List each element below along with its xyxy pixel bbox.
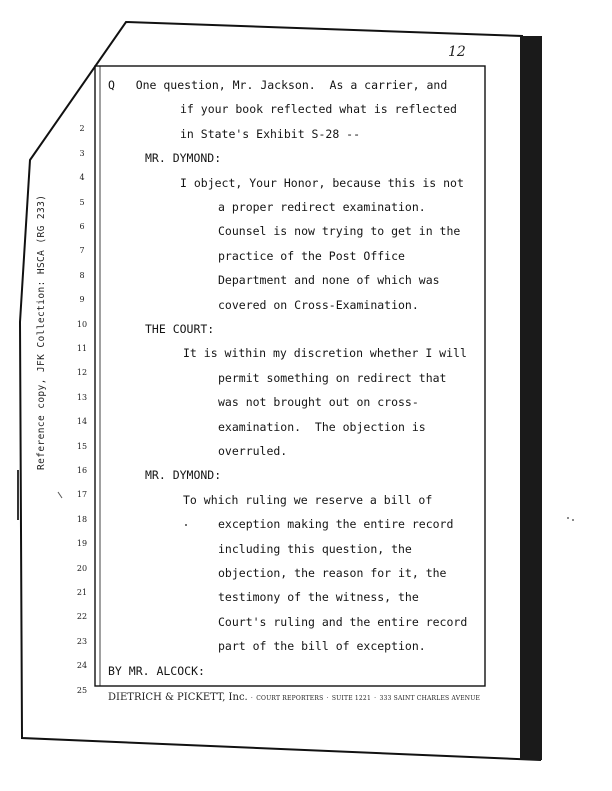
line-number: 5 <box>79 197 85 207</box>
transcript-line: including this question, the <box>218 541 412 556</box>
transcript-line: Department and none of which was <box>218 273 440 288</box>
line-number: 2 <box>79 124 85 134</box>
footer-address: 333 SAINT CHARLES AVENUE <box>379 695 481 702</box>
line-number: 16 <box>76 466 88 475</box>
right-shadow <box>520 36 542 760</box>
transcript-line: BY MR. ALCOCK: <box>108 663 205 678</box>
line-number: 20 <box>76 563 88 573</box>
page-number: 12 <box>448 44 466 60</box>
footer <box>108 692 488 703</box>
line-number: 12 <box>76 368 88 378</box>
transcript-line: testimony of the witness, the <box>218 590 419 605</box>
line-number: 22 <box>76 612 88 622</box>
transcript-line: covered on Cross-Examination. <box>218 297 419 312</box>
line-number: 15 <box>76 441 88 451</box>
transcript-line: practice of the Post Office <box>218 248 405 263</box>
line-number: 21 <box>76 588 88 597</box>
line-number: 19 <box>76 539 88 549</box>
transcript-line: THE COURT: <box>145 322 215 336</box>
line-number: 11 <box>76 344 88 353</box>
line-number: 25 <box>76 685 88 695</box>
footer-firm: DIETRICH & PICKETT, Inc. <box>108 692 248 703</box>
transcript-line: was not brought out on cross- <box>218 395 419 410</box>
transcript-line: if your book reflected what is reflected <box>180 102 457 117</box>
transcript-line: a proper redirect examination. <box>218 200 426 214</box>
transcript-line: Counsel is now trying to get in the <box>218 224 461 239</box>
footer-sep: · <box>250 695 254 702</box>
line-number: 6 <box>79 222 85 231</box>
side-stamp-text: Reference copy, JFK Collection: HSCA (RG 233) <box>36 194 47 470</box>
scan-speck <box>185 524 187 526</box>
transcript-line: exception making the entire record <box>218 517 454 532</box>
transcript-line: permit something on redirect that <box>218 370 447 385</box>
scan-speck <box>567 517 569 519</box>
footer-role: COURT REPORTERS <box>256 695 324 702</box>
line-number: 7 <box>79 246 85 256</box>
line-number: 18 <box>76 514 88 524</box>
transcript-line: objection, the reason for it, the <box>218 566 447 580</box>
line-number: 4 <box>79 173 85 183</box>
transcript-line: examination. The objection is <box>218 419 426 434</box>
transcript-line: part of the bill of exception. <box>218 639 426 654</box>
line-number: 10 <box>76 319 88 329</box>
line-number: 13 <box>76 392 88 402</box>
footer-suite: SUITE 1221 <box>331 695 371 702</box>
transcript-line: I object, Your Honor, because this is not <box>180 175 464 190</box>
transcript-line: in State's Exhibit S-28 -- <box>180 126 361 141</box>
scan-speck <box>572 519 574 521</box>
transcript-line: Court's ruling and the entire record <box>218 614 468 629</box>
line-number: 8 <box>79 270 85 280</box>
line-number: 14 <box>76 417 88 427</box>
transcript-line: MR. DYMOND: <box>145 151 222 166</box>
transcript-line: To which ruling we reserve a bill of <box>183 492 433 507</box>
footer-sep: · <box>374 695 377 702</box>
transcript-line: overruled. <box>218 444 288 458</box>
transcript-line: It is within my discretion whether I will <box>183 346 467 361</box>
scan-mark <box>58 492 62 498</box>
footer-sep: · <box>326 695 329 702</box>
transcript-line: Q One question, Mr. Jackson. As a carrier, and <box>108 78 448 92</box>
side-stamp <box>36 194 56 470</box>
transcript-line: MR. DYMOND: <box>145 468 222 483</box>
line-number: 9 <box>79 295 85 305</box>
line-number: 17 <box>76 490 88 500</box>
line-number: 24 <box>76 661 88 671</box>
line-number: 23 <box>76 636 88 646</box>
line-number: 3 <box>79 148 85 158</box>
